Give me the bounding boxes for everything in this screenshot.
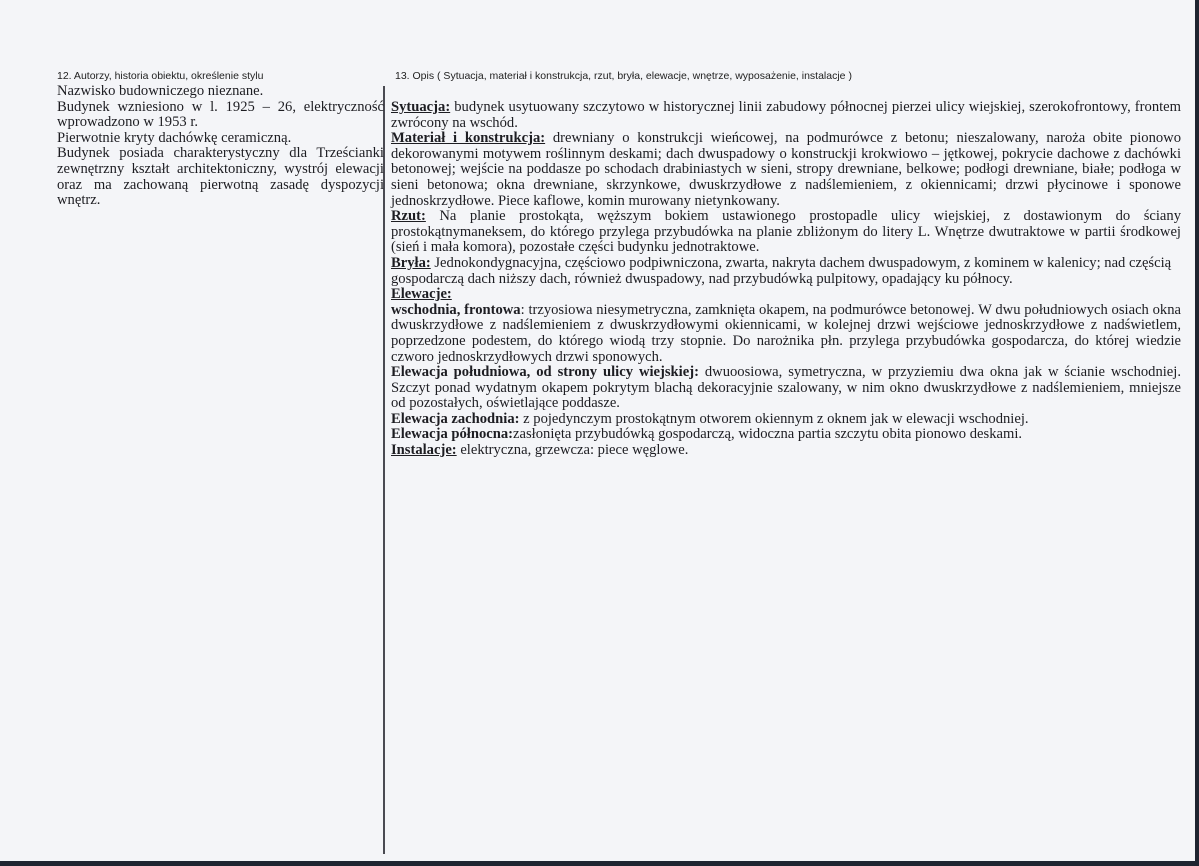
material-paragraph bbox=[391, 131, 1181, 209]
poludniowa-label: Elewacja południowa, od strony ulicy wiejskiej: bbox=[391, 364, 699, 381]
sytuacja-text: budynek usytuowany szczytowo w historycznej linii zabudowy północnej pierzei ulicy wiejskiej, szerokofrontowy, frontem zwrócony na wschód. bbox=[391, 99, 1181, 131]
polnocna-label: Elewacja północna: bbox=[391, 426, 514, 443]
zachodnia-label: Elewacja zachodnia: bbox=[391, 410, 520, 427]
section-12-header: 12. Autorzy, historia obiektu, określenie stylu bbox=[57, 70, 264, 82]
section-13-body bbox=[391, 100, 1181, 459]
style-paragraph: Budynek posiada charakterystyczny dla Trześcianki zewnętrzny kształt architektoniczny, wystrój elewacji oraz ma zachowaną pierwotną zasadę dyspozycji wnętrz. bbox=[57, 145, 384, 209]
poludniowa-text: dwuoosiowa, symetryczna, w przyziemiu dwa okna jak w ścianie wschodniej. Szczyt ponad wydatnym okapem pokrytym blachą dekoracyjnie szalowany, w nim okno dwuskrzydłowe z nadślemieniem, mniejsze od pozostałych, oświetlające poddasze. bbox=[391, 364, 1181, 412]
sytuacja-label: Sytuacja: bbox=[391, 99, 451, 115]
scan-edge-right bbox=[1195, 0, 1199, 866]
polnocna-text: zasłonięta przybudówką gospodarczą, widoczna partia szczytu obita pionowo deskami. bbox=[513, 426, 1023, 443]
section-12-body bbox=[57, 84, 384, 209]
rzut-label: Rzut: bbox=[391, 208, 426, 225]
poludniowa-paragraph bbox=[391, 365, 1181, 412]
instalacje-label: Instalacje: bbox=[391, 442, 457, 459]
instalacje-paragraph bbox=[391, 443, 1181, 459]
section-13-header: 13. Opis ( Sytuacja, materiał i konstrukcja, rzut, bryła, elewacje, wnętrze, wyposażenie, instalacje ) bbox=[395, 70, 852, 82]
builder-paragraph: Nazwisko budowniczego nieznane. bbox=[57, 83, 264, 99]
construction-date-paragraph: Budynek wzniesiono w l. 1925 – 26, elektryczność wprowadzono w 1953 r. bbox=[57, 98, 384, 131]
elewacje-label: Elewacje: bbox=[391, 286, 452, 303]
roof-paragraph: Pierwotnie kryty dachówkę ceramiczną. bbox=[57, 129, 292, 146]
bryla-paragraph bbox=[391, 256, 1181, 287]
rzut-paragraph bbox=[391, 209, 1181, 256]
bryla-text: Jednokondygnacyjna, częściowo podpiwniczona, zwarta, nakryta dachem dwuspadowym, z kominem w kalenicy; nad częścią gospodarczą dach niższy dach, również dwuspadowy, nad przybudówką pulpitowy, opadający ku północy. bbox=[391, 254, 1172, 287]
rzut-text: Na planie prostokąta, węższym bokiem ustawionego prostopadle ulicy wiejskiej, z dostawionym do ściany prostokątnymaneksem, do którego przylega przybudówka na planie zbliżonym do litery L. Wnętrze dwutraktowe w partii środkowej (sień i mała komora), pozostałe części budynku jednotraktowe. bbox=[391, 208, 1181, 256]
wschodnia-paragraph bbox=[391, 303, 1181, 365]
wschodnia-label: wschodnia, frontowa bbox=[391, 301, 521, 318]
instalacje-text: elektryczna, grzewcza: piece węglowe. bbox=[456, 442, 689, 459]
wschodnia-text: : trzyosiowa niesymetryczna, zamknięta okapem, na podmurówce betonowej. W dwu południowych osiach okna dwuskrzydłowe z nadślemieniem z dwuskrzydłowymi okiennicami, w kolejnej drzwi wejściowe jednoskrzydłowe z nadświetlem, poprzedzone podestem, do którego wiodą trzy stopnie. Do narożnika płn. przylega przybudówka gospodarcza, do której wiedzie czworo jednoskrzydłowych drzwi sponowych. bbox=[391, 301, 1181, 365]
material-label: Materiał i konstrukcja: bbox=[391, 130, 546, 147]
elewacje-heading bbox=[391, 287, 1181, 303]
zachodnia-paragraph bbox=[391, 412, 1181, 428]
bryla-label: Bryła: bbox=[391, 254, 431, 271]
sytuacja-paragraph bbox=[391, 100, 1181, 131]
polnocna-paragraph bbox=[391, 427, 1181, 443]
material-text: drewniany o konstrukcji wieńcowej, na podmurówce z betonu; nieszalowany, naroża obite pionowo dekorowanymi motywem roślinnym deskami; dach dwuspadowy o konstruckji krokwiowo – jętkowej, pokrycie dachowe z dachówki betonowej; wejście na poddasze po schodach drabiniastych w sieni, stropy drewniane, belkowe; podłogi drewniane, białe; podłoga w sieni betonowa; okna drewniane, skrzynkowe, dwuskrzydłowe z nadślemieniem, z okiennicami; drzwi płycinowe i sponowe jednoskrzydłowe. Piece kaflowe, komin murowany nietynkowany. bbox=[391, 130, 1182, 209]
zachodnia-text: z pojedynczym prostokątnym otworem okiennym z oknem jak w elewacji wschodniej. bbox=[519, 410, 1029, 427]
scan-edge-bottom bbox=[0, 861, 1199, 866]
